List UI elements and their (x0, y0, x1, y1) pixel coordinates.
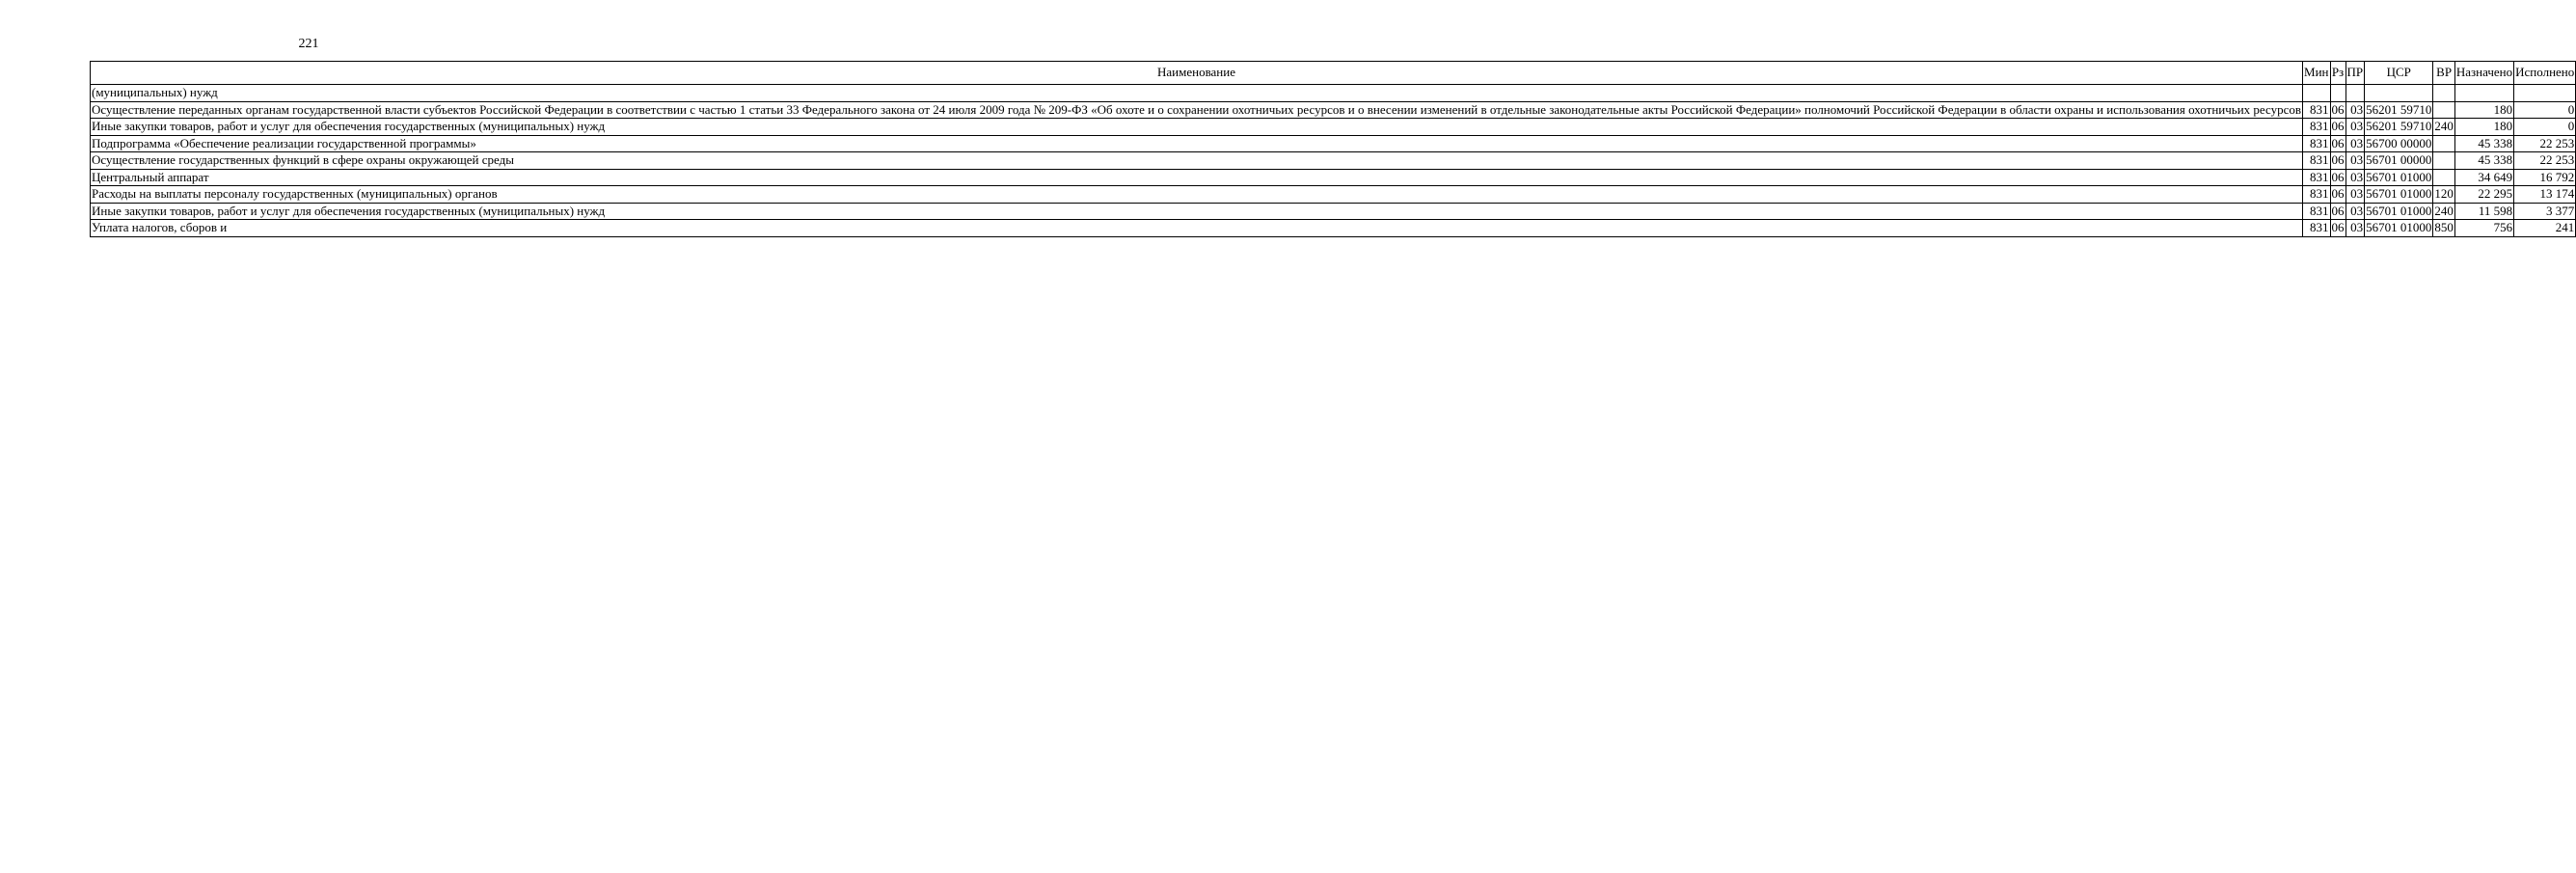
row-vr (2433, 85, 2455, 102)
row-name: Уплата налогов, сборов и (91, 220, 2303, 237)
row-assigned: 180 (2454, 119, 2513, 136)
row-vr: 240 (2434, 203, 2454, 218)
row-min: 831 (2303, 152, 2330, 170)
row-executed: 3 377 (2514, 203, 2576, 220)
header-row (91, 62, 2576, 85)
table-row (91, 85, 2576, 102)
row-assigned (2454, 85, 2513, 102)
row-pr: 03 (2346, 186, 2365, 204)
row-pr: 03 (2346, 135, 2365, 152)
row-min: 831 (2303, 220, 2330, 237)
row-executed: 0 (2514, 119, 2576, 136)
row-executed (2514, 85, 2576, 102)
row-rz: 06 (2331, 220, 2345, 234)
row-csr: 56701 00000 (2366, 152, 2432, 167)
page-number: 221 (298, 37, 319, 51)
table-row (91, 169, 2576, 186)
header-name: Наименование (91, 62, 2303, 85)
row-csr: 56701 01000 (2366, 220, 2432, 234)
row-assigned: 756 (2454, 220, 2513, 237)
table-row (91, 186, 2576, 204)
row-assigned: 180 (2454, 101, 2513, 119)
row-assigned: 45 338 (2454, 135, 2513, 152)
table-row (91, 152, 2576, 170)
row-pr: 03 (2346, 152, 2365, 170)
row-name: Осуществление переданных органам государственной власти субъектов Российской Федерации в соответствии с частью 1 статьи 33 Федерального закона от 24 июля 2009 года № 209-ФЗ «Об охоте и о сохранении охотничьих ресурсов и о внесении изменений в отдельные законодательные акты Российской Федерации» полномочий Российской Федерации в области охраны и использования охотничьих ресурсов (92, 101, 2302, 117)
header-rz: Рз (2330, 62, 2346, 85)
row-pr (2346, 85, 2365, 102)
row-rz: 06 (2331, 101, 2345, 117)
row-pr: 03 (2346, 119, 2365, 136)
budget-table (90, 61, 2576, 237)
row-executed: 16 792 (2514, 169, 2576, 186)
row-pr: 03 (2346, 203, 2365, 220)
row-executed: 13 174 (2514, 186, 2576, 204)
row-executed: 0 (2514, 101, 2576, 119)
row-min: 831 (2303, 186, 2330, 204)
row-name: Осуществление государственных функций в сфере охраны окружающей среды (91, 152, 2303, 170)
row-min: 831 (2303, 135, 2330, 152)
row-vr (2433, 169, 2455, 186)
row-min: 831 (2303, 101, 2330, 119)
header-csr: ЦСР (2365, 62, 2433, 85)
row-executed: 22 253 (2514, 135, 2576, 152)
row-csr: 56701 01000 (2366, 203, 2432, 218)
row-assigned: 45 338 (2454, 152, 2513, 170)
row-executed: 241 (2514, 220, 2576, 237)
row-assigned: 34 649 (2454, 169, 2513, 186)
row-rz: 06 (2331, 119, 2345, 133)
row-csr: 56701 01000 (2366, 186, 2432, 201)
row-assigned: 22 295 (2454, 186, 2513, 204)
row-min: 831 (2303, 119, 2330, 136)
row-rz (2330, 85, 2346, 102)
row-vr (2433, 152, 2455, 170)
row-min (2303, 85, 2330, 102)
row-vr: 120 (2434, 186, 2454, 201)
row-min: 831 (2303, 203, 2330, 220)
row-csr: 56201 59710 (2366, 101, 2432, 117)
row-vr: 240 (2434, 119, 2454, 133)
header-executed: Исполнено (2514, 62, 2576, 85)
row-name: Иные закупки товаров, работ и услуг для обеспечения государственных (муниципальных) нужд (91, 203, 2303, 220)
row-csr: 56700 00000 (2366, 135, 2432, 150)
row-executed: 22 253 (2514, 152, 2576, 170)
row-pr: 03 (2346, 101, 2365, 119)
row-assigned: 11 598 (2454, 203, 2513, 220)
row-name: Центральный аппарат (91, 169, 2303, 186)
row-csr (2365, 85, 2433, 102)
row-name: (муниципальных) нужд (91, 85, 2303, 102)
row-vr (2433, 101, 2455, 119)
row-rz: 06 (2331, 186, 2345, 201)
row-name: Иные закупки товаров, работ и услуг для обеспечения государственных (муниципальных) нужд (91, 119, 2303, 136)
row-rz: 06 (2331, 203, 2345, 218)
table-row (91, 101, 2576, 119)
row-pr: 03 (2346, 220, 2365, 237)
row-vr (2433, 135, 2455, 152)
table-row (91, 135, 2576, 152)
table-row (91, 203, 2576, 220)
header-vr: ВР (2433, 62, 2455, 85)
row-min: 831 (2303, 169, 2330, 186)
row-rz: 06 (2331, 135, 2345, 150)
row-csr: 56701 01000 (2366, 169, 2432, 184)
table-row (91, 119, 2576, 136)
table-row (91, 220, 2576, 237)
header-min: Мин (2303, 62, 2330, 85)
row-name: Подпрограмма «Обеспечение реализации государственной программы» (91, 135, 2303, 152)
row-name: Расходы на выплаты персоналу государственных (муниципальных) органов (91, 186, 2303, 204)
row-pr: 03 (2346, 169, 2365, 186)
row-rz: 06 (2331, 169, 2345, 184)
header-assigned: Назначено (2454, 62, 2513, 85)
row-csr: 56201 59710 (2366, 119, 2432, 133)
header-pr: ПР (2346, 62, 2365, 85)
row-vr: 850 (2434, 220, 2454, 234)
row-rz: 06 (2331, 152, 2345, 167)
